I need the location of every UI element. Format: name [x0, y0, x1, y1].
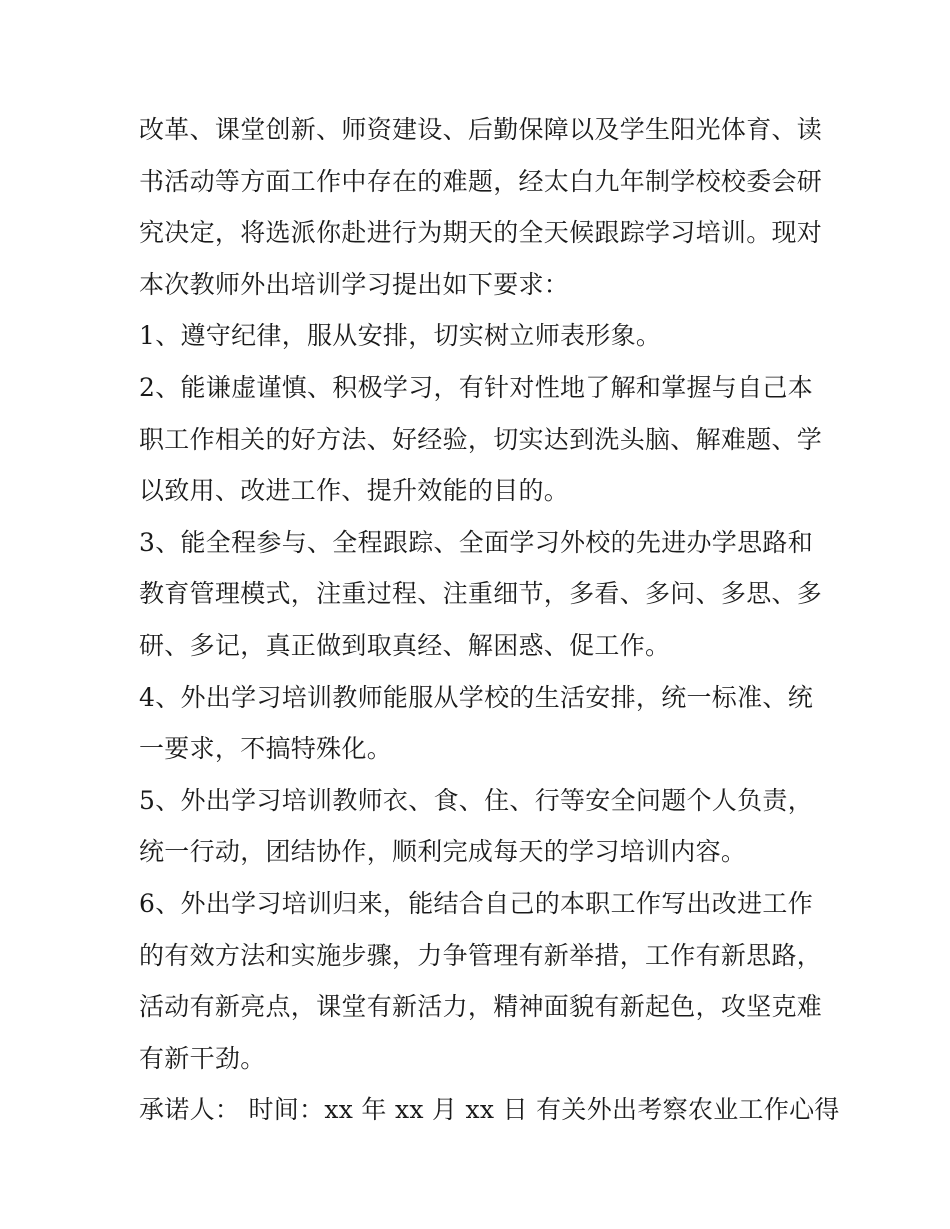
text-line: 的有效方法和实施步骤，力争管理有新举措，工作有新思路，: [139, 940, 823, 970]
requirement-3: 3、能全程参与、全程跟踪、全面学习外校的先进办学思路和: [139, 527, 814, 557]
text-line: 研、多记，真正做到取真经、解困惑、促工作。: [139, 630, 671, 660]
requirement-4: 4、外出学习培训教师能服从学校的生活安排，统一标准、统: [139, 682, 814, 712]
text-line: 本次教师外出培训学习提出如下要求：: [139, 269, 570, 299]
requirement-1: 1、遵守纪律，服从安排，切实树立师表形象。: [139, 321, 662, 351]
text-line: 究决定，将选派你赴进行为期天的全天候跟踪学习培训。现对: [139, 218, 823, 248]
text-line: 统一行动，团结协作，顺利完成每天的学习培训内容。: [139, 837, 747, 867]
requirement-2: 2、能谦虚谨慎、积极学习，有针对性地了解和掌握与自己本: [139, 372, 814, 402]
text-line: 一要求，不搞特殊化。: [139, 734, 393, 764]
text-line: 以致用、改进工作、提升效能的目的。: [139, 476, 570, 506]
text-line: 书活动等方面工作中存在的难题，经太白九年制学校校委会研: [139, 166, 823, 196]
requirement-6: 6、外出学习培训归来，能结合自己的本职工作写出改进工作: [139, 888, 814, 918]
text-line: 教育管理模式，注重过程、注重细节，多看、多问、多思、多: [139, 579, 823, 609]
text-line: 活动有新亮点，课堂有新活力，精神面貌有新起色，攻坚克难: [139, 992, 823, 1022]
text-line: 改革、课堂创新、师资建设、后勤保障以及学生阳光体育、读: [139, 115, 823, 144]
text-line: 职工作相关的好方法、好经验，切实达到洗头脑、解难题、学: [139, 424, 823, 454]
requirement-5: 5、外出学习培训教师衣、食、住、行等安全问题个人负责，: [139, 785, 814, 815]
text-line: 有新干劲。: [139, 1043, 266, 1073]
signature-line: 承诺人： 时间：xx 年 xx 月 xx 日 有关外出考察农业工作心得: [139, 1095, 840, 1125]
document-body: [139, 104, 840, 1136]
